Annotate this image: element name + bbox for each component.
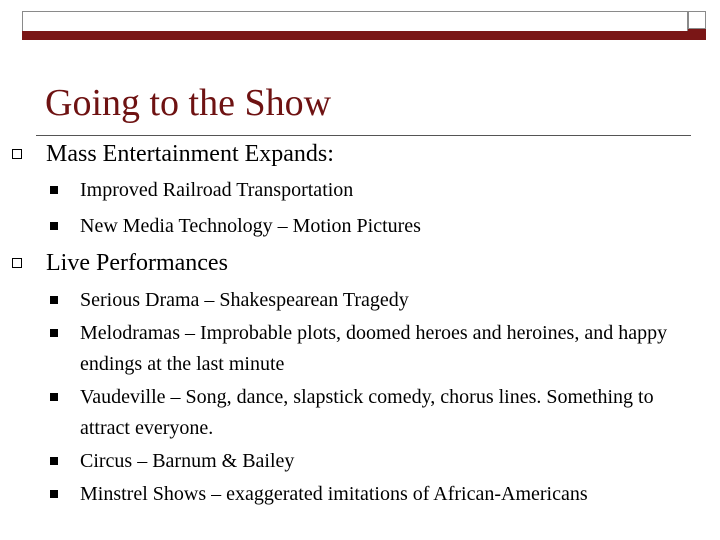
slide-title: Going to the Show xyxy=(45,82,332,124)
filled-square-bullet-icon xyxy=(50,186,58,194)
section-heading-mass-entertainment xyxy=(46,140,334,168)
hollow-square-bullet-icon xyxy=(12,149,22,159)
list-item-label: Improved Railroad Transportation xyxy=(80,179,354,201)
list-item-railroad xyxy=(80,175,690,206)
filled-square-bullet-icon xyxy=(50,490,58,498)
header-band xyxy=(22,31,688,40)
list-item-label: New Media Technology – Motion Pictures xyxy=(80,215,421,237)
filled-square-bullet-icon xyxy=(50,296,58,304)
list-item-vaudeville xyxy=(80,382,690,444)
filled-square-bullet-icon xyxy=(50,457,58,465)
filled-square-bullet-icon xyxy=(50,329,58,337)
filled-square-bullet-icon xyxy=(50,222,58,230)
corner-square-outline xyxy=(688,11,706,29)
list-item-motion-pictures xyxy=(80,211,690,242)
list-item-melodramas xyxy=(80,318,690,380)
list-item-label: Circus – Barnum & Bailey xyxy=(80,450,295,472)
list-item-label: Vaudeville – Song, dance, slapstick comedy, chorus lines. Something to attract everyone. xyxy=(80,386,654,439)
list-item-minstrel-shows xyxy=(80,479,690,510)
list-item-label: Serious Drama – Shakespearean Tragedy xyxy=(80,289,409,311)
section-heading-live-performances xyxy=(46,249,228,277)
section-heading-label: Live Performances xyxy=(46,250,228,276)
list-item-label: Melodramas – Improbable plots, doomed heroes and heroines, and happy endings at the last minute xyxy=(80,322,668,375)
section-heading-label: Mass Entertainment Expands: xyxy=(46,141,334,167)
list-item-label: Minstrel Shows – exaggerated imitations of African-Americans xyxy=(80,483,588,505)
title-divider xyxy=(36,135,691,136)
corner-square xyxy=(688,29,706,40)
hollow-square-bullet-icon xyxy=(12,258,22,268)
list-item-circus xyxy=(80,446,690,477)
list-item-serious-drama xyxy=(80,285,690,316)
filled-square-bullet-icon xyxy=(50,393,58,401)
